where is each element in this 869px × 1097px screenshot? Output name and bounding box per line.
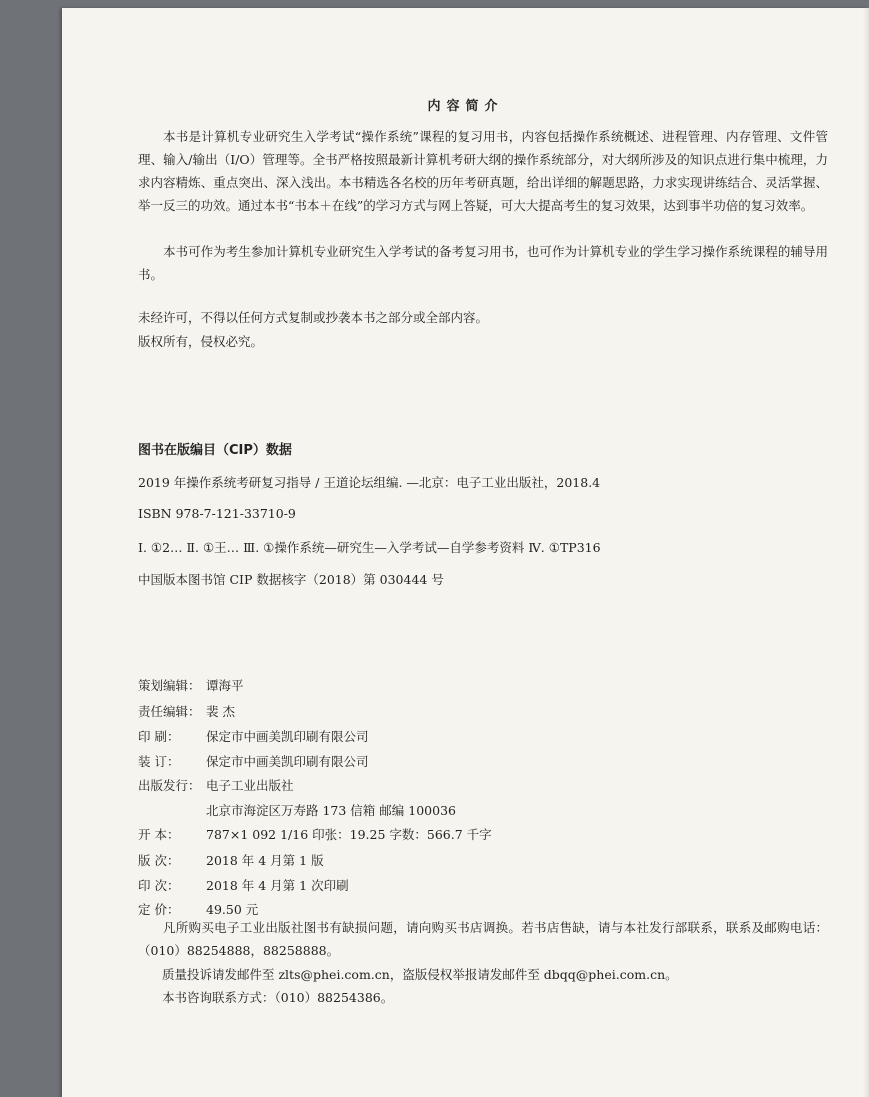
cip-heading: 图书在版编目（CIP）数据 [138, 443, 292, 458]
pub-key: 装 订： [138, 754, 180, 769]
pub-row-printing [138, 727, 369, 745]
pub-value: 保定市中画美凯印刷有限公司 [206, 729, 369, 744]
cip-library-no: 中国版本图书馆 CIP 数据核字（2018）第 030444 号 [138, 572, 444, 587]
pub-value: 2018 年 4 月第 1 版 [206, 853, 324, 868]
cip-line-1: 2019 年操作系统考研复习指导 / 王道论坛组编. —北京：电子工业出版社，2018.4 [138, 475, 601, 490]
pub-row-planning-editor [138, 676, 244, 694]
pub-value: 保定市中画美凯印刷有限公司 [206, 754, 369, 769]
intro-paragraph-1: 本书是计算机专业研究生入学考试“操作系统”课程的复习用书，内容包括操作系统概述、进程管理、内存管理、文件管理、输入/输出（I/O）管理等。全书严格按照最新计算机考研大纲的操作系统部分，对大纲所涉及的知识点进行集中梳理，力求内容精炼、重点突出、深入浅出。本书精选各名校的历年考研真题，给出详细的解题思路，力求实现讲练结合、灵活掌握、举一反三的功效。通过本书“书本＋在线”的学习方式与网上答疑，可大大提高考生的复习效果，达到事半功倍的复习效率。 [138, 129, 828, 213]
document-page [62, 8, 869, 1097]
cip-isbn: ISBN 978-7-121-33710-9 [138, 506, 296, 521]
pub-key: 版 次： [138, 853, 180, 868]
footer-complaints: 质量投诉请发邮件至 zlts@phei.com.cn，盗版侵权举报请发邮件至 dbqq@phei.com.cn。 [162, 967, 678, 982]
pub-row-publisher [138, 776, 294, 794]
pub-value: 裴 杰 [206, 704, 235, 719]
pub-value: 2018 年 4 月第 1 次印刷 [206, 878, 349, 893]
pub-value: 787×1 092 1/16 印张：19.25 字数：566.7 千字 [206, 827, 492, 842]
pub-key: 印 刷： [138, 729, 180, 744]
pub-value: 北京市海淀区万寿路 173 信箱 邮编 100036 [206, 803, 456, 818]
pub-value: 电子工业出版社 [206, 778, 294, 793]
pub-value: 谭海平 [206, 678, 244, 693]
footer-consult: 本书咨询联系方式：（010）88254386。 [162, 990, 394, 1005]
pub-key: 印 次： [138, 878, 180, 893]
copyright-line-1: 未经许可，不得以任何方式复制或抄袭本书之部分或全部内容。 [138, 310, 489, 325]
footer-paragraph: 凡所购买电子工业出版社图书有缺损问题，请向购买书店调换。若书店售缺，请与本社发行部联系，联系及邮购电话：（010）88254888，88258888。 [138, 920, 828, 958]
pub-key: 开 本： [138, 827, 180, 842]
intro-paragraph-2: 本书可作为考生参加计算机专业研究生入学考试的备考复习用书，也可作为计算机专业的学生学习操作系统课程的辅导用书。 [138, 244, 828, 282]
pub-row-binding [138, 752, 369, 770]
pub-key: 责任编辑： [138, 704, 201, 719]
pub-key: 定 价： [138, 902, 180, 917]
pub-row-format [138, 825, 492, 843]
pub-row-edition [138, 851, 324, 869]
intro-title: 内容简介 [427, 99, 504, 114]
pub-row-address [206, 801, 456, 819]
pub-key: 策划编辑： [138, 678, 201, 693]
pub-row-responsible-editor [138, 702, 235, 720]
pub-value: 49.50 元 [206, 902, 259, 917]
cip-classification: Ⅰ. ①2… Ⅱ. ①王… Ⅲ. ①操作系统—研究生—入学考试—自学参考资料 Ⅳ. ①TP316 [138, 540, 601, 555]
copyright-line-2: 版权所有，侵权必究。 [138, 334, 264, 349]
scan-edge [863, 8, 869, 1097]
pub-key: 出版发行： [138, 778, 201, 793]
pub-row-impression [138, 876, 349, 894]
